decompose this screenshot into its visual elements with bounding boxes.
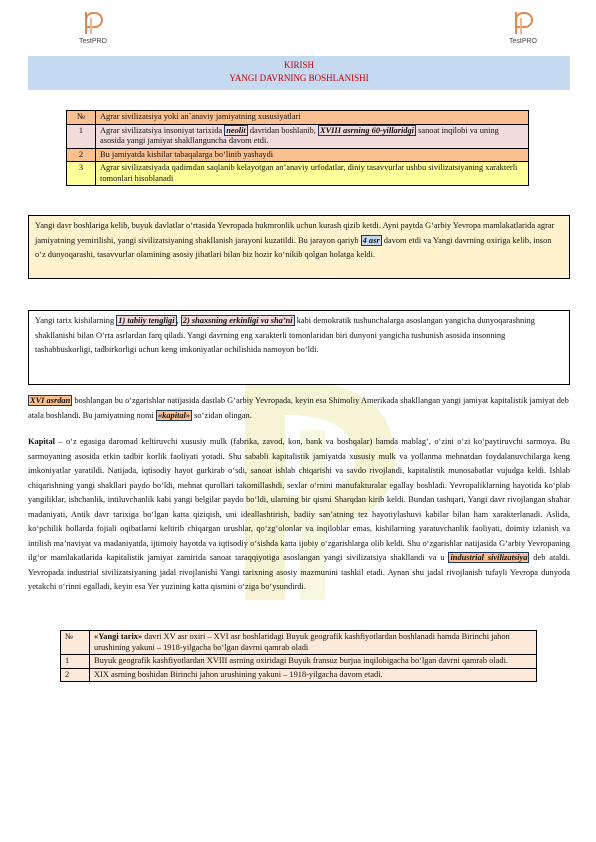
- highlight-term: 1) tabiiy tengligi: [118, 316, 175, 325]
- highlight-term: 2) shaxsning erkinligi va sha’ni: [182, 316, 293, 325]
- table-header-row: [67, 111, 529, 125]
- highlight-term: «kapital»: [157, 410, 191, 420]
- testpro-logo-right: [498, 10, 548, 45]
- highlight-term: 4 asr: [362, 235, 380, 245]
- testpro-logo-icon: [512, 10, 534, 36]
- table-header-title: Agrar sivilizatsiya yoki an`anaviy jamiyatning xususiyatlari: [96, 111, 529, 125]
- row-text: Agrar sivilizatsiyada qadimdan saqlanib kelayotgan an’anaviy urfodatlar, diniy tasavvurlar ushbu sivilizatsiyaning xarakterli tomonlari hisoblanadi: [96, 162, 529, 186]
- row-num: 1: [61, 655, 90, 669]
- capital-definition-paragraph: Kapital – o‘z egasiga daromad keltiruvchi xususiy mulk (fabrika, zavod, kon, bank va boshqalar) hamda mablag‘, o‘zini o‘zi ko‘paytiruvchi sarmoya. Bu sarmoyaning asosida erkin tadbir korlik faoliyati yotadi. Shu sababli kapitalistik jamiyatda xususiy mulk va yollanma mehnatdan foydalanuvchilarga keng imkoniyatlar yaratildi. Natijada, iqtisodiy hayot gurkirab o‘sdi, sanoat ishlab chiqarishi va savdo rivojlandi, kapitalistik munosabatlar vujudga keldi. Ishlab chiqarishning yangi shakllari paydo bo‘ldi, mehnat qurollari takomillashdi, sexlar o‘rnini manufakturalar egallay boshladi. Yevropaliklarning hayotida ko‘plab yangiliklar, ishchanlik, intiluvchanlik kabi yangi belgilar paydo bo‘ldi, ularning bir qismi Sharqdan kirib keldi. Bundan tashqari, Yangi davr rivojlangan shahar madaniyati, Antik davr tarixiga bo‘lgan katta qiziqish, uni ideallashtirish, badiiy san’atning tez hayotiylashuvi kabilar bilan ham xarakterlanadi. Aslida, ko‘pchilik hollarda fojiali oqibatlarni keltirib chiqargan urushlar, qo‘zg‘olonlar va inqiloblar emas, kishilarning yaratuvchanlik faoliyati, doimiy izlanish va intilish ma’naviyat va madaniyatda, ijtimoiy hayotda va iqtisodiy o‘sishda katta ijobiy o‘zgarishlarga olib keldi. Shu o‘zgarishlar natijasida G‘arbiy Yevropaning ilg‘or mamlakatlarida kapitalistik jamiyat zamirida sanoat taraqqiyotiga asoslangan yangi sivilizatsiya shakllandi va u industrial sivilizatsiya deb ataldi. Yevropada industrial sivilizatsiyaning jadal rivojlanishi Yangi tarixning asosiy mazmunini tashkil etadi. Aynan shu jadal rivojlanish tufayli Yevropa dunyoda yetakchi o‘rinni egalladi, keyin esa Yer yuzining katta qismini o‘ziga bo‘ysundirdi.: [28, 437, 570, 591]
- logo-text: TestPRO: [78, 38, 107, 45]
- table-header-num: №: [61, 631, 90, 655]
- testpro-logo-icon: [82, 10, 104, 36]
- row-num: 1: [67, 124, 96, 148]
- highlight-term: XVI asrdan: [30, 396, 71, 405]
- section-heading: KIRISH: [283, 60, 314, 70]
- new-history-periods-table: [60, 630, 537, 682]
- table-row: [61, 655, 537, 669]
- row-text: Agrar sivilizatsiya insoniyat tarixida neolit davridan boshlanib, XVIII asrning 60-yillaridgi sanoat inqilobi va uning asosida yangi jamiyat shakllanguncha davom etdi.: [96, 124, 529, 148]
- row-num: 2: [61, 668, 90, 682]
- highlight-term: industrial sivilizatsiya: [450, 553, 528, 562]
- table-header-num: №: [67, 111, 96, 125]
- highlight-term: XVIII asrning 60-yillaridgi: [320, 125, 415, 135]
- row-num: 3: [67, 162, 96, 186]
- highlight-term: neolit: [226, 125, 246, 135]
- table-row: [67, 148, 529, 162]
- section-title-band: [28, 56, 570, 90]
- table-row: [67, 124, 529, 148]
- term-capital: Kapital: [28, 437, 55, 446]
- agrarian-features-table: [66, 110, 529, 186]
- row-text: Buyuk geografik kashfiyotlardan XVIII asrning oxiridagi Buyuk fransuz burjua inqilobigacha bo‘lgan davrni qamrab oladi.: [90, 655, 537, 669]
- table-row: [67, 162, 529, 186]
- section-subheading: YANGI DAVRNING BOSHLANISHI: [229, 73, 369, 83]
- table-header-row: [61, 631, 537, 655]
- logo-text: TestPRO: [508, 38, 537, 45]
- row-text: XIX asrning boshidan Birinchi jahon urushining yakuni – 1918-yilgacha davom etadi.: [90, 668, 537, 682]
- table-header-title: «Yangi tarix» davri XV asr oxiri – XVI asr boshlaridagi Buyuk geografik kashfiyotlardan boshlanadi hamda Birinchi jahon urushining yakuni – 1918-yilgacha bo‘lgan davrni qamrab oladi: [90, 631, 537, 655]
- table-row: [61, 668, 537, 682]
- new-era-intro-box: Yangi davr boshlariga kelib, buyuk davlatlar o‘rtasida Yevropada hukmronlik uchun kurash qizib ketdi. Ayni paytda G‘arbiy Yevropa mamlakatlarida agrar jamiyatning yemirilishi, yangi sivilizatsiyaning shakllanish jarayoni kuzatildi. Bu jarayon qariyb 4 asr davom etdi va Yangi davrning oxiriga kelib, inson o‘z dunyoqarashi, tasavvurlar olamining asosiy jihatlari bilan biz hozir ko‘nikib qolgan holatga keldi.: [28, 215, 570, 279]
- capitalism-paragraph: XVI asrdan boshlangan bu o‘zgarishlar natijasida dastlab G‘arbiy Yevropada, keyin esa Shimoliy Amerikada shakllangan yangi jamiyat kapitalistik jamiyat deb atala boshlandi. Bu jamiyatning nomi «kapital» so‘zidan olingan.: [28, 396, 569, 420]
- testpro-logo-left: [68, 10, 118, 45]
- row-text: Bu jamiyatda kishilar tabaqalarga bo‘linib yashaydi: [96, 148, 529, 162]
- row-num: 2: [67, 148, 96, 162]
- new-history-features-box: Yangi tarix kishilarning 1) tabiiy tengligi , 2) shaxsning erkinligi va sha’ni kabi demokratik tushunchalarga asoslangan yangicha dunyoqarashning shakllanishi bilan O‘rta asrlardan farq qiladi. Yangi davrning eng xarakterli tomonlaridan biri dunyoni yangicha tushunish asosida insonning tashabbuskorligi, tadbirkorligi uchun keng imkoniyatlar ochilishida namoyon bo‘ldi.: [28, 310, 570, 385]
